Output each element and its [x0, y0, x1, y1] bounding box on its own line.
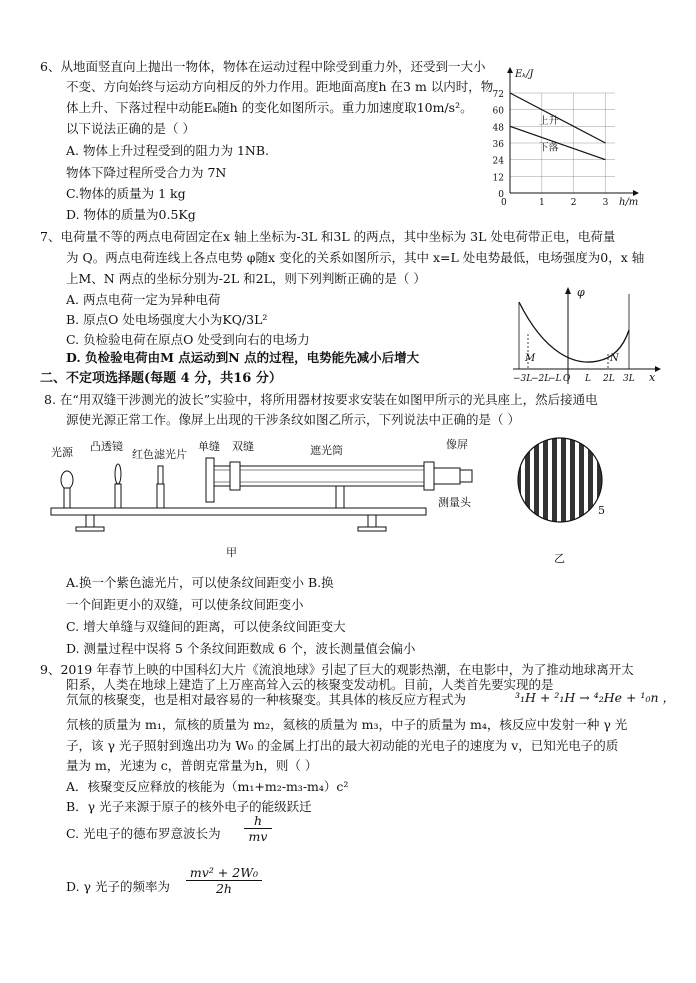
x-tick: −2L [531, 374, 551, 384]
x-tick: O [563, 374, 571, 384]
lamp-bulb [61, 471, 73, 489]
q6-line-3: 体上升、下落过程中动能Eₖ随h 的变化如图所示。重力加速度取10m/s²。 [66, 100, 473, 115]
lamp-stand [64, 488, 70, 508]
label-double-slit: 双缝 [232, 440, 254, 453]
label-screen: 像屏 [446, 438, 468, 451]
x-axis-arrow [655, 366, 661, 372]
q9-line-2: 阳系，人类在地球上建造了上万座高耸入云的核聚变发动机。目前，人类首先要实现的是 [66, 677, 554, 692]
section-title: 二、不定项选择题(每题 4 分，共16 分） [40, 371, 282, 386]
rail-foot-right [358, 527, 386, 531]
q9-line-6: 量为 m，光速为 c，普朗克常量为h，则（ ） [66, 758, 318, 773]
rail-foot-left [76, 527, 104, 531]
lens-stand [115, 484, 121, 508]
fraction-numerator: mv² + 2W₀ [189, 865, 259, 880]
fraction-numerator: h [253, 813, 263, 828]
filter-element [158, 466, 163, 484]
q8-apparatus-figure [46, 432, 506, 562]
optical-bench-rail [51, 508, 426, 515]
point-n-label: N [610, 353, 619, 364]
fringe-number: 5 [598, 504, 605, 517]
x-axis-arrow [633, 190, 639, 196]
q9-option-c-fraction [244, 813, 272, 844]
q9-option-b: B．γ 光子来源于原子的核外电子的能级跃迁 [66, 799, 312, 814]
x-tick: 2L [603, 374, 615, 384]
y-axis-arrow [565, 287, 571, 294]
q9-option-d-fraction [186, 865, 262, 896]
q6-option-d: D. 物体的质量为0.5Kg [66, 207, 196, 222]
y-tick-label: 0 [498, 190, 504, 200]
q8-option-c: C. 增大单缝与双缝间的距离，可以使条纹间距变大 [66, 619, 346, 634]
q7-line-3: 上M、N 两点的坐标分别为-2L 和2L，则下列判断正确的是（ ） [66, 271, 426, 286]
q7-line-2: 为 Q。两点电荷连线上各点电势 φ随x 变化的关系如图所示，其中 x=L 处电势最低，电场强度为0，x 轴 [66, 250, 645, 265]
rail-leg-right [368, 515, 376, 527]
dark-fringe [552, 430, 557, 530]
point-m-label: M [525, 353, 536, 364]
figure-b-caption: 乙 [554, 552, 565, 565]
y-tick-label: 12 [492, 173, 504, 184]
y-tick-label: 48 [492, 123, 504, 134]
y-axis-arrow [507, 67, 513, 73]
measuring-knob [460, 470, 472, 482]
dark-fringe [570, 430, 575, 530]
q7-line-1: 7、电荷量不等的两点电荷固定在x 轴上坐标为-3L 和3L 的两点，其中坐标为 3L 处电荷带正电，电荷量 [40, 229, 616, 244]
x-tick: −L [548, 374, 562, 384]
y-tick-label: 36 [492, 140, 504, 150]
label-measuring-head: 测量头 [438, 496, 471, 509]
q6-option-c: C.物体的质量为 1 kg [66, 186, 186, 201]
origin-label: 0 [501, 198, 507, 208]
q8-option-a: A.换一个紫色滤光片，可以使条纹间距变小 B.换 [66, 575, 334, 590]
dark-fringe [525, 430, 530, 530]
q8-line-2: 源使光源正常工作。像屏上出现的干涉条纹如图乙所示，下列说法中正确的是（ ） [66, 412, 520, 427]
filter-stand [157, 484, 164, 508]
q6-line-1: 6、从地面竖直向上抛出一物体，物体在运动过程中除受到重力外，还受到一大小 [40, 59, 486, 74]
double-slit-ring [230, 462, 240, 490]
series-label: 下落 [538, 142, 559, 154]
lens-element [115, 464, 121, 484]
q7-option-b: B. 原点O 处电场强度大小为KQ/3L² [66, 312, 268, 327]
rail-leg-left [86, 515, 94, 527]
fraction-denominator: mv [244, 828, 272, 844]
x-tick-label: 2 [570, 198, 577, 208]
label-red-filter: 红色滤光片 [132, 448, 187, 461]
y-axis-label: φ [577, 286, 585, 299]
q9-line-1: 9、2019 年春节上映的中国科幻大片《流浪地球》引起了巨大的观影热潮，在电影中，为了推动地球离开太 [40, 662, 634, 677]
q6-line-2: 不变、方向始终与运动方向相反的外力作用。距地面高度h 在3 m 以内时，物 [66, 79, 494, 94]
series-label: 上升 [538, 116, 559, 127]
q6-option-b: 物体下降过程所受合力为 7N [66, 165, 227, 180]
y-tick-label: 60 [492, 106, 504, 117]
tube-support [336, 486, 344, 508]
q7-option-d: D. 负检验电荷由M 点运动到N 点的过程，电势能先减小后增大 [66, 350, 420, 365]
q9-equation: ³₁H + ²₁H → ⁴₂He + ¹₀n ， [515, 690, 675, 705]
q9-option-a: A．核聚变反应释放的核能为（m₁+m₂-m₃-m₄）c² [66, 779, 349, 794]
dark-fringe [588, 430, 593, 530]
x-axis-label: x [649, 371, 656, 384]
x-tick-label: 1 [538, 198, 545, 208]
x-tick: −3L [513, 374, 533, 384]
single-slit-holder [206, 458, 214, 502]
q6-option-a: A. 物体上升过程受到的阻力为 1NB. [66, 143, 269, 158]
q8-option-a-cont: 一个间距更小的双缝，可以使条纹间距变小 [66, 597, 304, 612]
q9-line-4: 氘核的质量为 m₁，氚核的质量为 m₂，氦核的质量为 m₃，中子的质量为 m₄，核反应中发射一种 γ 光 [66, 717, 628, 732]
q9-line-3: 氘氚的核聚变，也是相对最容易的一种核聚变。其具体的核反应方程式为 [66, 692, 467, 707]
label-light-source: 光源 [51, 446, 73, 459]
light-shield-tube [214, 466, 424, 486]
screen-holder [424, 462, 434, 490]
q7-option-c: C. 负检验电荷在原点O 处受到向右的电场力 [66, 332, 310, 347]
fraction-denominator: 2h [186, 880, 262, 896]
label-convex-lens: 凸透镜 [90, 440, 123, 453]
x-tick-label: 3 [602, 198, 609, 208]
dark-fringe [543, 430, 548, 530]
label-tube: 遮光筒 [310, 444, 343, 457]
measuring-head [434, 468, 460, 484]
q8-fringe-figure [510, 430, 620, 570]
q6-line-4: 以下说法正确的是（ ） [66, 121, 195, 136]
q8-option-d: D. 测量过程中误将 5 个条纹间距数成 6 个，波长测量值会偏小 [66, 641, 416, 656]
dark-fringe [561, 430, 566, 530]
x-axis-label: h/m [619, 197, 639, 208]
q9-option-d: D. γ 光子的频率为 [66, 879, 170, 894]
q7-potential-graph [505, 284, 665, 389]
label-single-slit: 单缝 [198, 440, 220, 453]
y-tick-label: 72 [492, 90, 504, 100]
q8-line-1: 8. 在“用双缝干涉测光的波长”实验中，将所用器材按要求安装在如图甲所示的光具座上，然后接通电 [44, 392, 598, 407]
q6-ek-chart [480, 58, 650, 218]
x-tick: L [585, 374, 591, 384]
y-axis-label: Eₖ/J [515, 69, 534, 80]
q9-line-5: 子，该 γ 光子照射到逸出功为 W₀ 的金属上打出的最大初动能的光电子的速度为 v，已知光电子的质 [66, 738, 619, 753]
y-tick-label: 24 [492, 156, 504, 167]
q7-option-a: A. 两点电荷一定为异种电荷 [66, 292, 221, 307]
q9-option-c: C. 光电子的德布罗意波长为 [66, 826, 221, 841]
x-tick: 3L [623, 374, 635, 384]
figure-a-caption: 甲 [226, 546, 237, 559]
